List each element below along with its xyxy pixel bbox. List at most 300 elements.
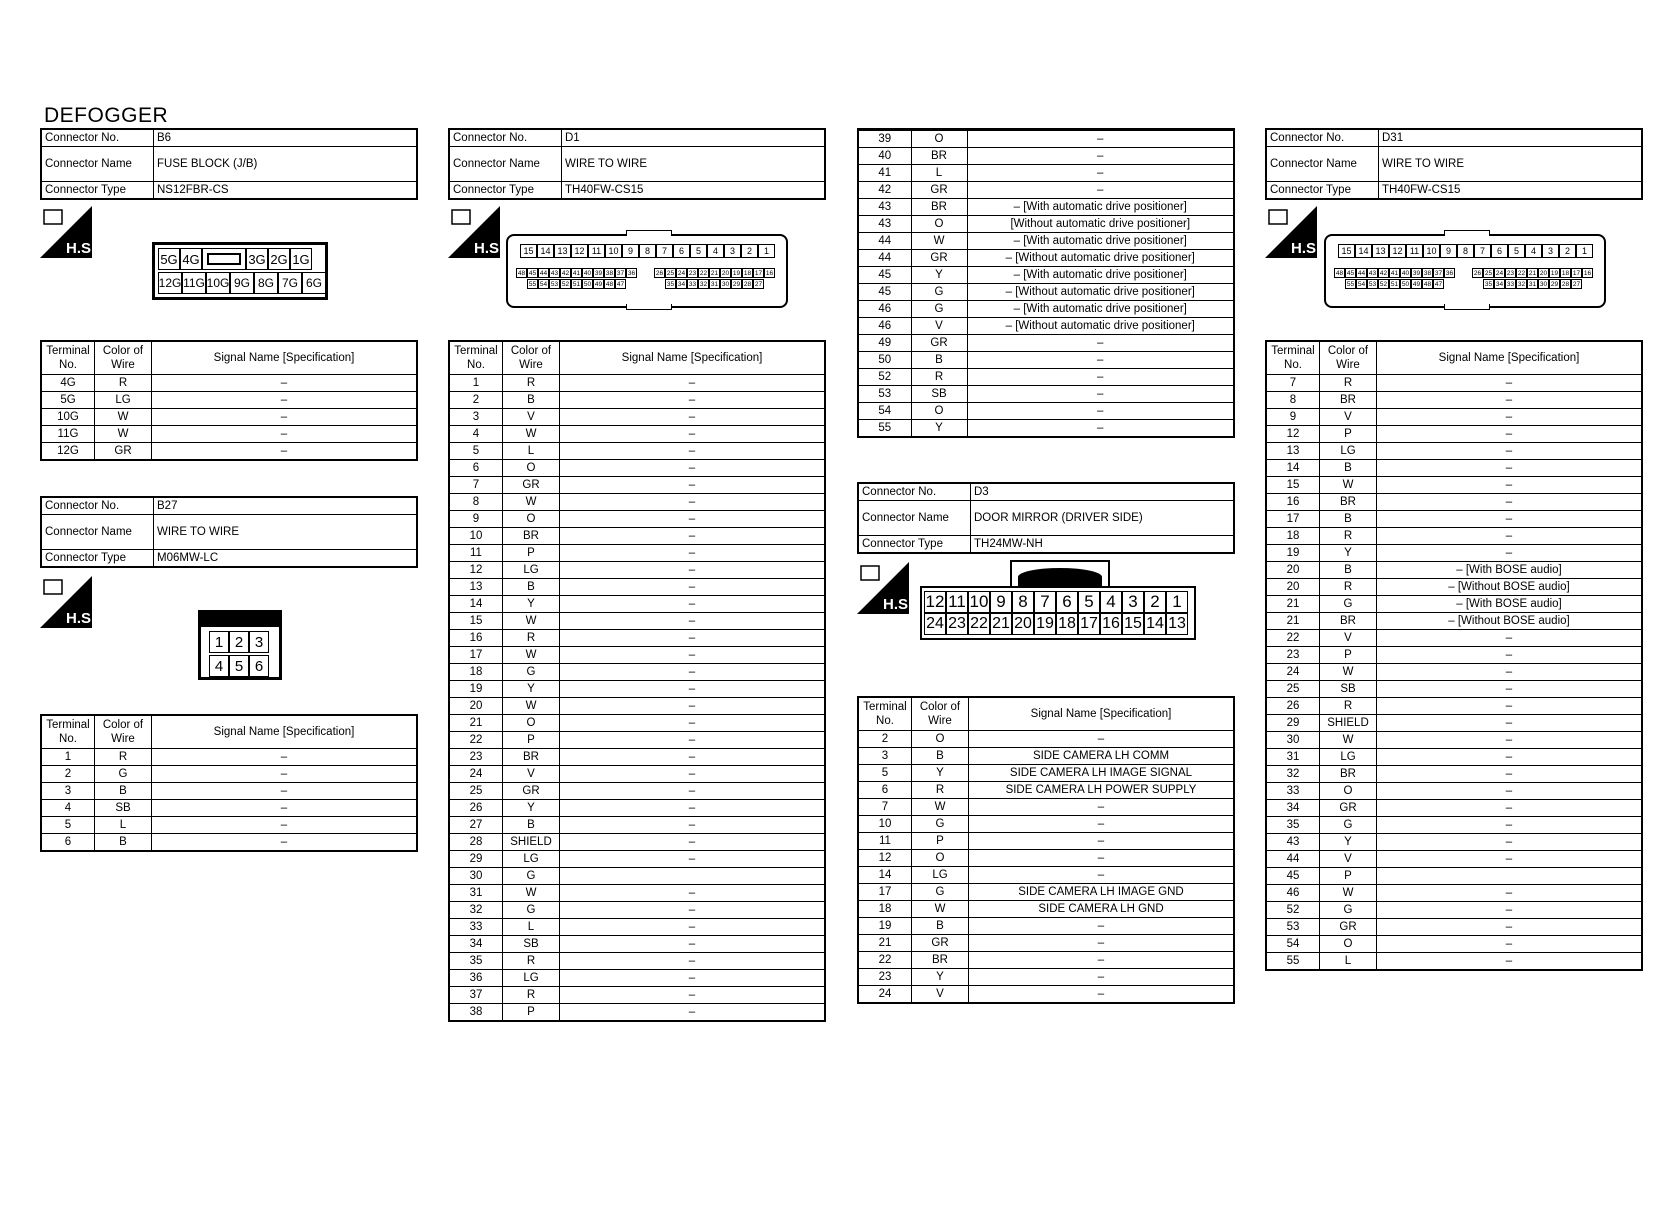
terminal-no: 43	[1266, 834, 1320, 851]
signal-name: –	[1377, 494, 1643, 511]
terminal-no: 20	[1266, 562, 1320, 579]
terminal-no: 21	[449, 715, 503, 732]
connector-pin: 35	[666, 280, 675, 288]
signal-name: –	[967, 182, 1234, 199]
table-row	[1266, 579, 1642, 596]
wire-color: O	[1320, 936, 1377, 953]
connector-name-value: WIRE TO WIRE	[1379, 147, 1643, 182]
wire-color: O	[911, 216, 967, 233]
signal-name: –	[1377, 443, 1643, 460]
wire-color: V	[1320, 630, 1377, 647]
connector-pin: 43	[1368, 269, 1377, 277]
signal-name: –	[969, 731, 1235, 748]
connector-pin: 13	[1372, 244, 1389, 258]
signal-name: SIDE CAMERA LH IMAGE GND	[969, 884, 1235, 901]
signal-name: –	[560, 579, 826, 596]
table-row	[1266, 392, 1642, 409]
terminal-no: 45	[858, 267, 911, 284]
terminal-no: 18	[858, 901, 912, 918]
wire-color: B	[912, 748, 969, 765]
terminal-table-d1-cont-wrap	[857, 128, 1235, 438]
pin-row	[924, 591, 1188, 613]
connector-pin: 19	[1550, 269, 1559, 277]
header-signal: Signal Name [Specification]	[560, 341, 826, 375]
connector-pin: 19	[732, 269, 741, 277]
connector-face-b6	[152, 242, 328, 300]
wire-color: SB	[95, 800, 152, 817]
terminal-no: 16	[1266, 494, 1320, 511]
table-row	[449, 664, 825, 681]
connector-pin: 38	[1423, 269, 1432, 277]
connector-pin: 1	[1166, 591, 1188, 613]
wire-color: O	[912, 850, 969, 867]
table-row	[449, 443, 825, 460]
table-row	[449, 902, 825, 919]
signal-name: –	[1377, 392, 1643, 409]
label-connector-name: Connector Name	[1266, 147, 1379, 182]
connector-pin: 14	[1355, 244, 1372, 258]
connector-pin: 7	[1474, 244, 1491, 258]
connector-pin: 12	[925, 592, 945, 611]
wire-color: R	[503, 953, 560, 970]
connector-pin: 26	[1473, 269, 1482, 277]
terminal-no: 22	[449, 732, 503, 749]
connector-pin: 55	[1346, 280, 1355, 288]
hs-label: H.S.	[1291, 240, 1321, 257]
wire-color: B	[1320, 562, 1377, 579]
label-connector-type: Connector Type	[41, 182, 154, 200]
wire-color: SHIELD	[1320, 715, 1377, 732]
header-color: Color of Wire	[503, 341, 560, 375]
signal-name: –	[560, 596, 826, 613]
signal-name: –	[1377, 749, 1643, 766]
signal-name: –	[560, 885, 826, 902]
terminal-no: 33	[449, 919, 503, 936]
terminal-no: 55	[1266, 953, 1320, 971]
table-row	[858, 918, 1234, 935]
table-row	[449, 494, 825, 511]
signal-name: –	[967, 131, 1234, 148]
table-row	[449, 953, 825, 970]
terminal-no: 13	[449, 579, 503, 596]
connector-pin: 15	[1122, 613, 1144, 635]
connector-key-slot	[202, 248, 246, 270]
wire-color: BR	[912, 952, 969, 969]
connector-pin: 10	[969, 592, 989, 611]
wire-color: G	[503, 868, 560, 885]
connector-pin: 53	[550, 280, 559, 288]
signal-name: – [With automatic drive positioner]	[967, 233, 1234, 250]
wire-color: W	[95, 409, 152, 426]
connector-pin: 18	[1056, 613, 1078, 635]
connector-pin: 15	[1338, 244, 1355, 258]
signal-name: –	[969, 969, 1235, 986]
signal-name: –	[1377, 698, 1643, 715]
wire-color: W	[95, 426, 152, 443]
terminal-no: 49	[858, 335, 911, 352]
terminal-no: 9	[449, 511, 503, 528]
signal-name: –	[1377, 919, 1643, 936]
pin-row	[1472, 268, 1593, 278]
connector-pin: 24	[924, 613, 946, 635]
hs-label: H.S.	[66, 240, 96, 257]
connector-pin: 55	[528, 280, 537, 288]
header-color: Color of Wire	[1320, 341, 1377, 375]
connector-latch	[626, 230, 672, 236]
terminal-no: 44	[1266, 851, 1320, 868]
table-row	[1266, 715, 1642, 732]
header-terminal: Terminal No.	[449, 341, 503, 375]
signal-name: –	[967, 369, 1234, 386]
wire-color: P	[503, 1004, 560, 1022]
pin-row	[209, 655, 269, 677]
signal-name: –	[1377, 715, 1643, 732]
terminal-no: 42	[858, 182, 911, 199]
connector-pin: 22	[699, 269, 708, 277]
wire-color: LG	[503, 851, 560, 868]
connector-type-value: TH40FW-CS15	[1379, 182, 1643, 200]
table-row	[449, 426, 825, 443]
signal-name: SIDE CAMERA LH POWER SUPPLY	[969, 782, 1235, 799]
terminal-no: 23	[1266, 647, 1320, 664]
signal-name: –	[560, 698, 826, 715]
terminal-no: 52	[858, 369, 911, 386]
table-row	[858, 765, 1234, 782]
signal-name: –	[967, 420, 1234, 438]
wire-color: R	[95, 749, 152, 766]
connector-pin: 30	[1539, 280, 1548, 288]
connector-pin: 6	[249, 655, 269, 677]
terminal-no: 1	[449, 375, 503, 392]
table-row	[1266, 443, 1642, 460]
connector-pin: 16	[765, 269, 774, 277]
connector-type-value: NS12FBR-CS	[154, 182, 418, 200]
pin-row	[520, 244, 775, 258]
wire-color: B	[911, 352, 967, 369]
connector-pin: 28	[743, 280, 752, 288]
pin-row	[924, 613, 1188, 635]
table-row	[449, 783, 825, 800]
wire-color: Y	[911, 267, 967, 284]
connector-pin: 6G	[302, 272, 326, 294]
table-row	[1266, 460, 1642, 477]
table-row	[1266, 630, 1642, 647]
signal-name: –	[1377, 630, 1643, 647]
terminal-no: 20	[1266, 579, 1320, 596]
table-row	[41, 443, 417, 461]
connector-pin: 27	[1572, 280, 1581, 288]
pin-row	[1345, 279, 1444, 289]
signal-name: –	[152, 817, 418, 834]
connector-latch	[626, 304, 672, 310]
table-row	[858, 782, 1234, 799]
table-row	[858, 935, 1234, 952]
wire-color: B	[503, 817, 560, 834]
connector-pin: 41	[1390, 269, 1399, 277]
signal-name: –	[560, 375, 826, 392]
connector-pin: 25	[1484, 269, 1493, 277]
connector-pin: 4	[707, 244, 724, 258]
connector-pin: 9	[990, 591, 1012, 613]
signal-name: –	[1377, 477, 1643, 494]
wire-color: W	[1320, 732, 1377, 749]
signal-name: –	[560, 902, 826, 919]
terminal-no: 34	[1266, 800, 1320, 817]
connector-latch	[1444, 230, 1490, 236]
wire-color: BR	[503, 528, 560, 545]
wire-color: L	[503, 443, 560, 460]
terminal-table-b27	[40, 714, 418, 852]
connector-face-d3	[920, 588, 1196, 664]
wire-color: W	[503, 698, 560, 715]
signal-name: –	[560, 800, 826, 817]
label-connector-no: Connector No.	[41, 129, 154, 147]
terminal-no: 5	[41, 817, 95, 834]
connector-pin: 17	[754, 269, 763, 277]
table-row	[449, 851, 825, 868]
signal-name: –	[1377, 800, 1643, 817]
connector-pin: 48	[1423, 280, 1432, 288]
header-signal: Signal Name [Specification]	[1377, 341, 1643, 375]
connector-pin: 5	[1508, 244, 1525, 258]
label-connector-name: Connector Name	[858, 501, 971, 536]
wire-color: R	[503, 987, 560, 1004]
terminal-no: 9	[1266, 409, 1320, 426]
connector-pin: 16	[1100, 613, 1122, 635]
terminal-no: 14	[1266, 460, 1320, 477]
signal-name: –	[560, 511, 826, 528]
terminal-no: 2	[41, 766, 95, 783]
connector-pin: 23	[946, 613, 968, 635]
terminal-no: 10	[449, 528, 503, 545]
table-row	[449, 885, 825, 902]
terminal-no: 25	[449, 783, 503, 800]
terminal-no: 26	[1266, 698, 1320, 715]
connector-pin: 24	[677, 269, 686, 277]
connector-pin: 9	[1440, 244, 1457, 258]
table-row	[858, 833, 1234, 850]
signal-name: –	[967, 335, 1234, 352]
terminal-no: 38	[449, 1004, 503, 1022]
signal-name: –	[560, 851, 826, 868]
signal-name: – [With BOSE audio]	[1377, 596, 1643, 613]
table-row	[858, 352, 1234, 369]
terminal-no: 33	[1266, 783, 1320, 800]
signal-name: –	[560, 409, 826, 426]
terminal-no: 19	[858, 918, 912, 935]
header-terminal: Terminal No.	[41, 341, 95, 375]
signal-name: –	[1377, 511, 1643, 528]
connector-pin: 9	[622, 244, 639, 258]
table-row	[449, 596, 825, 613]
wire-color: GR	[911, 182, 967, 199]
connector-no-value: D1	[562, 129, 826, 147]
terminal-no: 1	[41, 749, 95, 766]
terminal-no: 19	[449, 681, 503, 698]
table-row	[1266, 749, 1642, 766]
wire-color: W	[1320, 664, 1377, 681]
connector-pin: 31	[710, 280, 719, 288]
table-header-row	[41, 341, 417, 375]
connector-pin: 9G	[230, 272, 254, 294]
terminal-no: 5	[858, 765, 912, 782]
table-row	[449, 970, 825, 987]
connector-pin: 1	[1576, 244, 1593, 258]
signal-name: –	[560, 613, 826, 630]
label-connector-no: Connector No.	[41, 497, 154, 515]
table-row	[858, 799, 1234, 816]
connector-pin: 12	[1389, 244, 1406, 258]
header-color: Color of Wire	[95, 341, 152, 375]
wire-color: V	[1320, 851, 1377, 868]
connector-pin: 10	[1423, 244, 1440, 258]
connector-pin: 50	[1401, 280, 1410, 288]
table-row	[1266, 953, 1642, 971]
pin-row	[1338, 244, 1593, 258]
wire-color: G	[912, 884, 969, 901]
signal-name: –	[967, 165, 1234, 182]
wire-color: LG	[1320, 749, 1377, 766]
wire-color: O	[911, 403, 967, 420]
terminal-no: 3	[41, 783, 95, 800]
terminal-no: 45	[1266, 868, 1320, 885]
terminal-no: 53	[858, 386, 911, 403]
terminal-table-b6-wrap	[40, 340, 418, 461]
label-connector-no: Connector No.	[858, 483, 971, 501]
table-row	[1266, 800, 1642, 817]
terminal-no: 21	[1266, 613, 1320, 630]
signal-name: – [With automatic drive positioner]	[967, 301, 1234, 318]
wire-color: B	[1320, 460, 1377, 477]
signal-name: –	[560, 953, 826, 970]
wire-color: BR	[1320, 613, 1377, 630]
terminal-no: 8	[449, 494, 503, 511]
column-2	[448, 128, 826, 200]
signal-name: –	[1377, 426, 1643, 443]
signal-name: –	[969, 833, 1235, 850]
connector-no-value: B6	[154, 129, 418, 147]
wire-color: BR	[1320, 392, 1377, 409]
signal-name: –	[1377, 732, 1643, 749]
table-row	[449, 1004, 825, 1022]
wire-color: V	[911, 318, 967, 335]
connector-pin: 33	[688, 280, 697, 288]
table-row	[858, 335, 1234, 352]
connector-pin: 6	[1056, 591, 1078, 613]
terminal-no: 14	[858, 867, 912, 884]
terminal-no: 7	[449, 477, 503, 494]
connector-pin: 5	[690, 244, 707, 258]
wire-color: GR	[911, 250, 967, 267]
label-connector-type: Connector Type	[449, 182, 562, 200]
connector-pin: 6	[673, 244, 690, 258]
signal-name: –	[560, 715, 826, 732]
page-title: DEFOGGER	[44, 104, 169, 127]
connector-pin: 10	[605, 244, 622, 258]
pin-row	[527, 279, 626, 289]
signal-name: –	[967, 148, 1234, 165]
table-row	[1266, 375, 1642, 392]
connector-pin: 11	[588, 244, 605, 258]
wire-color: P	[1320, 647, 1377, 664]
wire-color: V	[503, 766, 560, 783]
table-row	[449, 698, 825, 715]
wire-color: P	[912, 833, 969, 850]
pin-row	[516, 268, 637, 278]
terminal-no: 11	[858, 833, 912, 850]
wire-color: P	[1320, 868, 1377, 885]
signal-name: –	[1377, 834, 1643, 851]
terminal-no: 2	[449, 392, 503, 409]
wire-color: LG	[95, 392, 152, 409]
terminal-no: 15	[449, 613, 503, 630]
connector-pin: 2	[229, 631, 249, 653]
table-row	[1266, 817, 1642, 834]
terminal-table-d31-wrap	[1265, 340, 1643, 971]
wire-color: L	[911, 165, 967, 182]
wire-color: G	[1320, 817, 1377, 834]
wire-color: Y	[503, 596, 560, 613]
wire-color: L	[1320, 953, 1377, 971]
connector-pin: 6	[1491, 244, 1508, 258]
terminal-no: 12	[858, 850, 912, 867]
signal-name: – [With BOSE audio]	[1377, 562, 1643, 579]
signal-name: –	[560, 494, 826, 511]
signal-name: –	[152, 409, 418, 426]
wire-color: W	[503, 885, 560, 902]
wire-color: G	[1320, 596, 1377, 613]
connector-pin: 48	[517, 269, 526, 277]
connector-pin: 2	[1144, 591, 1166, 613]
connector-pin: 5	[229, 655, 249, 677]
signal-name: –	[967, 386, 1234, 403]
connector-pin: 29	[1550, 280, 1559, 288]
terminal-no: 26	[449, 800, 503, 817]
signal-name: –	[1377, 783, 1643, 800]
wire-color: P	[503, 732, 560, 749]
wire-color: G	[911, 284, 967, 301]
terminal-no: 34	[449, 936, 503, 953]
signal-name: –	[969, 816, 1235, 833]
table-row	[858, 148, 1234, 165]
signal-name: – [With automatic drive positioner]	[967, 199, 1234, 216]
terminal-no: 5	[449, 443, 503, 460]
table-row	[449, 749, 825, 766]
table-row	[449, 511, 825, 528]
table-row	[858, 301, 1234, 318]
table-row	[1266, 868, 1642, 885]
wire-color: V	[503, 409, 560, 426]
terminal-no: 19	[1266, 545, 1320, 562]
terminal-no: 11G	[41, 426, 95, 443]
connector-pin: 33	[1506, 280, 1515, 288]
wire-color: O	[503, 511, 560, 528]
table-row	[858, 731, 1234, 748]
wire-color: GR	[911, 335, 967, 352]
terminal-no: 36	[449, 970, 503, 987]
wire-color: W	[912, 901, 969, 918]
signal-name: –	[560, 834, 826, 851]
wire-color: Y	[1320, 545, 1377, 562]
table-row	[449, 936, 825, 953]
signal-name: [Without automatic drive positioner]	[967, 216, 1234, 233]
table-row	[858, 986, 1234, 1004]
connector-pin: 21	[990, 613, 1012, 635]
connector-pin: 29	[732, 280, 741, 288]
signal-name	[1377, 868, 1643, 885]
terminal-no: 22	[858, 952, 912, 969]
wire-color: SB	[1320, 681, 1377, 698]
